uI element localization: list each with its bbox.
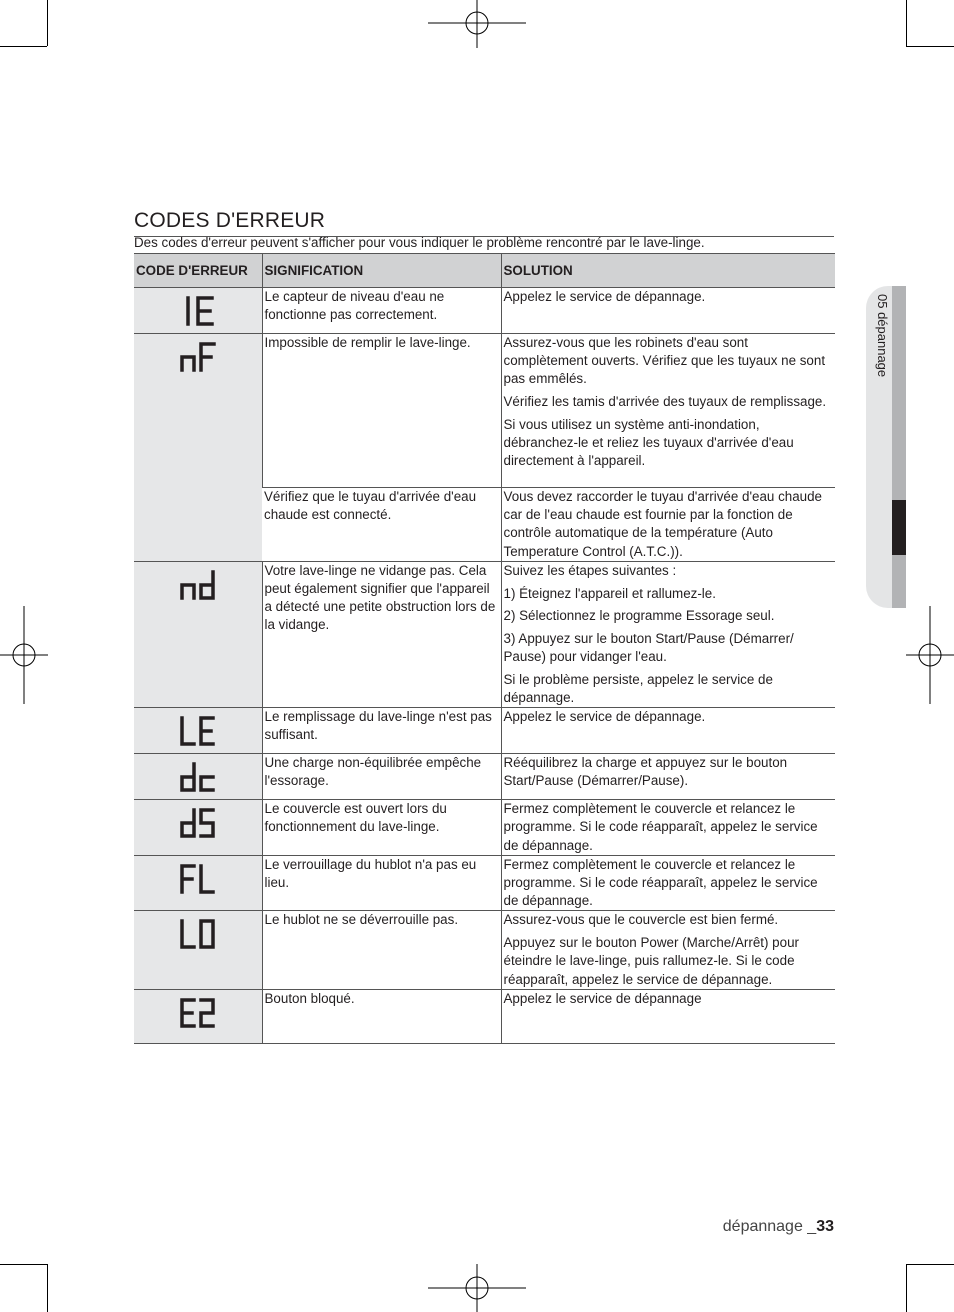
solution-text: Rééquilibrez la charge et appuyez sur le bouton Start/Pause (Démarrer/Pause).	[503, 755, 788, 789]
crop-mark	[47, 1264, 48, 1312]
meaning-cell: Impossible de remplir le lave-linge.	[262, 334, 501, 488]
meaning-cell: Le couvercle est ouvert lors du fonctionnement du lave-linge.	[262, 800, 501, 856]
table-row	[134, 708, 835, 754]
lcd-code-lo-icon	[178, 917, 218, 951]
solution-cell	[501, 989, 835, 1043]
error-code-fl	[134, 855, 262, 911]
solution-cell	[501, 855, 835, 911]
error-code-nf	[134, 334, 262, 562]
solution-cell	[501, 561, 835, 707]
solution-text: Assurez-vous que les robinets d'eau sont complètement ouverts. Vérifiez que les tuyaux ne sont pas emmêlés.	[503, 335, 826, 387]
header-code: CODE D'ERREUR	[134, 254, 262, 288]
meaning-cell: Une charge non-équilibrée empêche l'essorage.	[262, 754, 501, 800]
error-code-ds	[134, 800, 262, 856]
solution-text: Fermez complètement le couvercle et relancez le programme. Si le code réapparaît, appelez le service de dépannage.	[503, 856, 818, 909]
page-footer	[640, 1218, 834, 1236]
crop-mark	[906, 46, 954, 47]
registration-mark-bottom	[428, 1264, 526, 1312]
intro-text: Des codes d'erreur peuvent s'afficher pour vous indiquer le problème rencontré par le lave-linge.	[134, 235, 705, 250]
crop-mark	[906, 0, 907, 46]
lcd-code-fl-icon	[178, 862, 218, 896]
table-row	[134, 561, 835, 707]
footer-section: dépannage _	[722, 1218, 817, 1235]
solution-cell	[501, 334, 835, 488]
lcd-code-ie-icon	[178, 294, 218, 328]
lcd-code-ds-icon	[178, 806, 218, 840]
registration-mark-left	[0, 606, 48, 704]
crop-mark	[47, 0, 48, 46]
solution-cell	[501, 754, 835, 800]
solution-text: Appelez le service de dépannage	[503, 990, 702, 1006]
error-code-nd	[134, 561, 262, 707]
registration-mark-right	[906, 606, 954, 704]
lcd-code-e2-icon	[178, 996, 218, 1030]
lcd-code-nd-icon	[178, 568, 218, 602]
crop-mark	[906, 1264, 907, 1312]
meaning-cell: Le hublot ne se déverrouille pas.	[262, 911, 501, 989]
crop-mark	[906, 1264, 954, 1265]
meaning-cell: Vérifiez que le tuyau d'arrivée d'eau chaude est connecté.	[262, 488, 501, 562]
table-row	[134, 288, 835, 334]
lcd-code-nf-icon	[178, 340, 218, 374]
table-row	[134, 989, 835, 1043]
table-row	[134, 911, 835, 989]
solution-text: 3) Appuyez sur le bouton Start/Pause (Démarrer/ Pause) pour vidanger l'eau.	[503, 630, 794, 665]
table-row	[134, 855, 835, 911]
meaning-cell: Le remplissage du lave-linge n'est pas suffisant.	[262, 708, 501, 754]
meaning-cell: Le verrouillage du hublot n'a pas eu lieu.	[262, 855, 501, 911]
header-meaning: SIGNIFICATION	[262, 254, 501, 288]
solution-text: Appelez le service de dépannage.	[503, 289, 706, 304]
lcd-code-le-icon	[178, 714, 218, 748]
solution-text: Appuyez sur le bouton Power (Marche/Arrêt) pour éteindre le lave-linge, puis rallumez-le. Si le code réapparaît, appelez le service de dépannage.	[503, 935, 799, 987]
table-row	[134, 334, 835, 488]
lcd-code-dc-icon	[178, 760, 218, 794]
crop-mark	[0, 46, 47, 47]
solution-text: Suivez les étapes suivantes :	[503, 562, 677, 578]
error-code-ie	[134, 288, 262, 334]
solution-cell	[501, 800, 835, 856]
solution-text: 1) Éteignez l'appareil et rallumez-le.	[503, 585, 716, 601]
solution-text: Assurez-vous que le couvercle est bien fermé.	[503, 912, 779, 928]
error-code-lo	[134, 911, 262, 989]
meaning-cell: Votre lave-linge ne vidange pas. Cela peut également signifier que l'appareil a détecté une petite obstruction lors de la vidange.	[262, 561, 501, 707]
crop-mark	[0, 1264, 47, 1265]
chapter-tab-label: 05 dépannage	[875, 294, 890, 378]
registration-mark-top	[428, 0, 526, 48]
meaning-cell: Le capteur de niveau d'eau ne fonctionne pas correctement.	[262, 288, 501, 334]
solution-text: Vérifiez les tamis d'arrivée des tuyaux de remplissage.	[503, 394, 827, 410]
error-code-dc	[134, 754, 262, 800]
solution-cell	[501, 708, 835, 754]
solution-text: Appelez le service de dépannage.	[503, 709, 706, 725]
solution-cell	[501, 488, 835, 562]
solution-text: Si le problème persiste, appelez le service de dépannage.	[503, 671, 773, 706]
solution-text: Fermez complètement le couvercle et relancez le programme. Si le code réapparaît, appelez le service de dépannage.	[503, 801, 818, 853]
error-code-le	[134, 708, 262, 754]
error-code-e2	[134, 989, 262, 1043]
header-solution: SOLUTION	[501, 254, 835, 288]
solution-cell	[501, 288, 835, 334]
table-header-row	[134, 254, 835, 288]
solution-text: Si vous utilisez un système anti-inondation, débranchez-le et reliez les tuyaux d'arrivée d'eau directement à l'appareil.	[503, 416, 794, 469]
page-number: 33	[816, 1218, 834, 1235]
solution-cell	[501, 911, 835, 989]
error-codes-table	[134, 253, 835, 1044]
solution-text: Vous devez raccorder le tuyau d'arrivée d'eau chaude car de l'eau chaude est fournie par la fonction de contrôle automatique de la température (Auto Temperature Control (A.T.C.)).	[503, 489, 823, 559]
page-title: CODES D'ERREUR	[134, 208, 834, 237]
chapter-tab-rule	[892, 286, 906, 608]
table-row	[134, 800, 835, 856]
table-row	[134, 754, 835, 800]
chapter-tab-marker	[892, 500, 906, 555]
meaning-cell: Bouton bloqué.	[262, 989, 501, 1043]
solution-text: 2) Sélectionnez le programme Essorage seul.	[503, 608, 775, 624]
